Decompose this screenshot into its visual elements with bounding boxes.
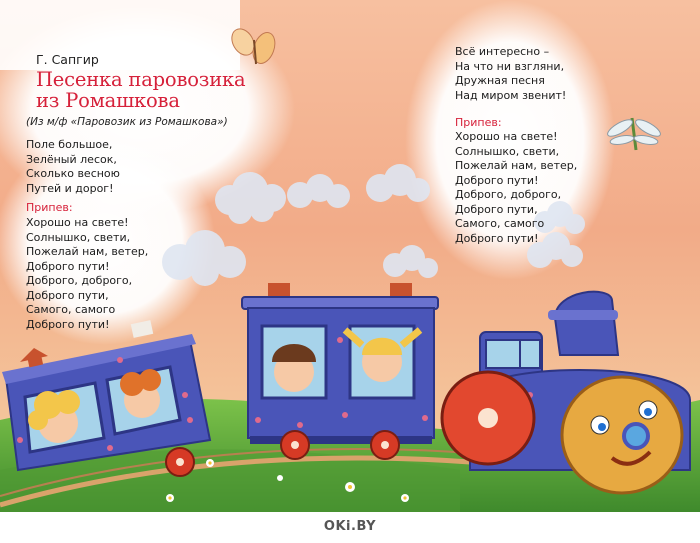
chorus-line: Самого, самого xyxy=(26,303,116,316)
verse-line: Сколько весною xyxy=(26,167,120,180)
chorus-2 xyxy=(455,130,577,246)
chorus-line: Доброго пути, xyxy=(26,288,109,302)
verse-line: На что ни взгляни, xyxy=(455,59,565,73)
chorus-line: Хорошо на свете! xyxy=(455,130,558,143)
chorus-line: Доброго пути! xyxy=(455,173,539,187)
chorus-line: Самого, самого xyxy=(455,217,545,230)
verse-1 xyxy=(26,138,120,196)
chorus-line: Хорошо на свете! xyxy=(26,216,129,229)
chorus-line: Доброго пути! xyxy=(455,231,539,245)
chorus-line: Доброго, доброго, xyxy=(26,274,133,287)
poem-source: (Из м/ф «Паровозик из Ромашкова») xyxy=(26,116,228,128)
verse-line: Поле большое, xyxy=(26,138,113,151)
verse-line: Путей и дорог! xyxy=(26,181,114,195)
poem-title xyxy=(36,69,245,111)
chorus-line: Доброго пути, xyxy=(455,202,538,216)
chorus-line: Доброго пути! xyxy=(26,259,110,273)
chorus-line: Доброго пути! xyxy=(26,317,110,331)
verse-line: Зелёный лесок, xyxy=(26,152,117,166)
poem-title-line: Песенка паровозика xyxy=(36,68,246,91)
verse-line: Всё интересно – xyxy=(455,45,550,58)
chorus-line: Пожелай нам, ветер, xyxy=(26,245,149,258)
verse-2 xyxy=(455,45,566,103)
poem-title-line: из Ромашкова xyxy=(36,89,180,112)
chorus-line: Пожелай нам, ветер, xyxy=(455,159,578,172)
verse-line: Дружная песня xyxy=(455,74,545,87)
chorus-line: Солнышко, свети, xyxy=(455,144,560,158)
chorus-1 xyxy=(26,216,148,332)
author-name: Г. Сапгир xyxy=(36,52,99,67)
chorus-line: Доброго, доброго, xyxy=(455,188,562,201)
chorus-label: Припев: xyxy=(26,201,73,214)
train-wagon-middle xyxy=(242,283,438,459)
chorus-label: Припев: xyxy=(455,116,502,129)
site-watermark: OKi.BY xyxy=(323,519,377,534)
footer-bar xyxy=(0,512,700,543)
verse-line: Над миром звенит! xyxy=(455,88,567,102)
chorus-line: Солнышко, свети, xyxy=(26,230,131,244)
